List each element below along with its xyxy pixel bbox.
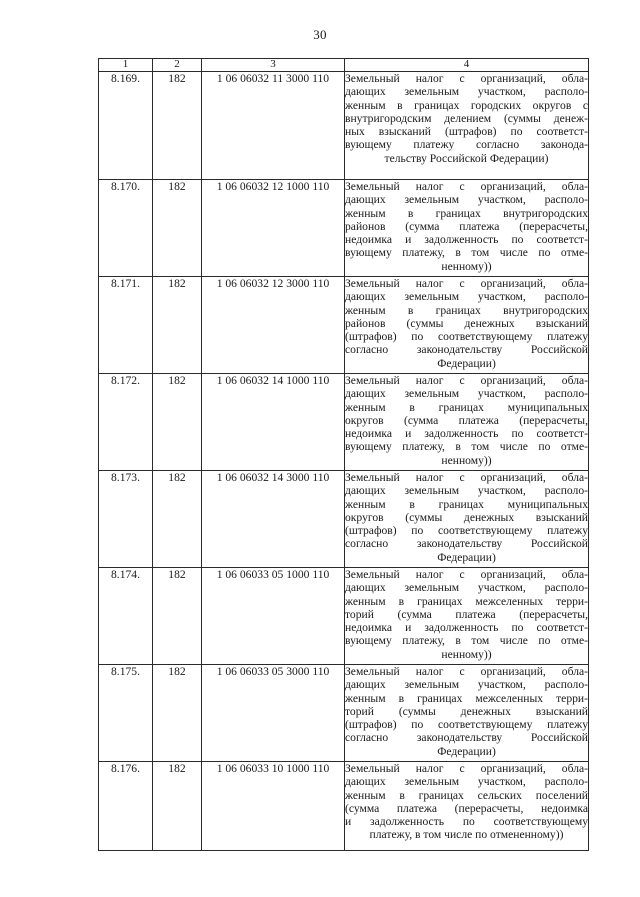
budget-classification-code: 1 06 06033 10 1000 110: [202, 762, 345, 851]
row-number: 8.172.: [99, 374, 153, 471]
revenue-description: [345, 180, 589, 277]
description-line: ненному)): [441, 647, 492, 661]
budget-classification-code: 1 06 06033 05 3000 110: [202, 665, 345, 762]
description-line: женным в границах городских округов с: [345, 98, 588, 112]
revenue-description: [345, 374, 589, 471]
description-line: Земельный налог с организаций, обла-: [345, 568, 588, 581]
revenue-description: [345, 471, 589, 568]
row-number: 8.171.: [99, 277, 153, 374]
table-row: [99, 374, 589, 471]
administrator-code: 182: [153, 374, 202, 471]
description-line: (штрафов) по соответствующему платежу: [345, 718, 588, 732]
revenue-description: [345, 72, 589, 180]
description-line: Земельный налог с организаций, обла-: [345, 762, 588, 775]
description-line: дающих земельным участком, располо-: [345, 387, 588, 401]
row-number: 8.175.: [99, 665, 153, 762]
table-row: [99, 568, 589, 665]
description-line: дающих земельным участком, располо-: [345, 775, 588, 789]
budget-classification-code: 1 06 06032 12 1000 110: [202, 180, 345, 277]
description-line: Земельный налог с организаций, обла-: [345, 180, 588, 193]
description-line: женным в границах внутригородских: [345, 303, 588, 317]
revenue-description: [345, 568, 589, 665]
description-line: и задолженность по соответствующему: [345, 815, 588, 829]
description-line: округов (сумма платежа (перерасчеты,: [345, 413, 588, 427]
table-row: [99, 72, 589, 180]
description-line: женным в границах муниципальных: [345, 497, 588, 511]
description-line: недоимка и задолженность по соответст-: [345, 427, 588, 441]
table-row: [99, 277, 589, 374]
administrator-code: 182: [153, 277, 202, 374]
description-line: дающих земельным участком, располо-: [345, 193, 588, 207]
column-header-2: 2: [153, 59, 202, 72]
description-line: вующему платежу, в том числе по отме-: [345, 440, 588, 454]
row-number: 8.169.: [99, 72, 153, 180]
description-line: торий (суммы денежных взысканий: [345, 704, 588, 718]
description-line: дающих земельным участком, располо-: [345, 290, 588, 304]
revenue-description: [345, 277, 589, 374]
description-line: (сумма платежа (перерасчеты, недоимка: [345, 801, 588, 815]
description-line: районов (суммы денежных взысканий: [345, 316, 588, 330]
description-line: тельству Российской Федерации): [384, 151, 549, 165]
page-number: 30: [313, 27, 327, 42]
description-line: внутригородским делением (суммы денеж-: [345, 111, 588, 125]
table-body: [99, 72, 589, 851]
description-line: дающих земельным участком, располо-: [345, 484, 588, 498]
revenue-description: [345, 762, 589, 851]
budget-classification-code: 1 06 06032 14 1000 110: [202, 374, 345, 471]
description-line: женным в границах межселенных терри-: [345, 691, 588, 705]
description-line: женным в границах муниципальных: [345, 400, 588, 414]
description-line: Федерации): [437, 356, 496, 370]
description-line: Земельный налог с организаций, обла-: [345, 471, 588, 484]
administrator-code: 182: [153, 180, 202, 277]
table-row: [99, 180, 589, 277]
description-line: вующему платежу согласно законода-: [345, 138, 588, 152]
description-line: Земельный налог с организаций, обла-: [345, 277, 588, 290]
column-header-1: 1: [99, 59, 153, 72]
administrator-code: 182: [153, 568, 202, 665]
description-line: дающих земельным участком, располо-: [345, 678, 588, 692]
administrator-code: 182: [153, 762, 202, 851]
budget-classification-code: 1 06 06032 14 3000 110: [202, 471, 345, 568]
description-line: платежу, в том числе по отмененному)): [369, 828, 564, 842]
description-line: торий (сумма платежа (перерасчеты,: [345, 607, 588, 621]
row-number: 8.173.: [99, 471, 153, 568]
description-line: ненному)): [441, 259, 492, 273]
description-line: округов (суммы денежных взысканий: [345, 510, 588, 524]
administrator-code: 182: [153, 72, 202, 180]
description-line: ненному)): [441, 453, 492, 467]
description-line: недоимка и задолженность по соответст-: [345, 233, 588, 247]
description-line: вующему платежу, в том числе по отме-: [345, 246, 588, 260]
description-line: районов (сумма платежа (перерасчеты,: [345, 219, 588, 233]
description-line: Земельный налог с организаций, обла-: [345, 665, 588, 678]
row-number: 8.174.: [99, 568, 153, 665]
description-line: женным в границах сельских поселений: [345, 788, 588, 802]
column-header-4: 4: [345, 59, 589, 72]
classification-table: [98, 58, 589, 851]
administrator-code: 182: [153, 665, 202, 762]
description-line: согласно законодательству Российской: [345, 731, 588, 745]
description-line: вующему платежу, в том числе по отме-: [345, 634, 588, 648]
description-line: согласно законодательству Российской: [345, 343, 588, 357]
column-header-3: 3: [202, 59, 345, 72]
table-row: [99, 665, 589, 762]
description-line: согласно законодательству Российской: [345, 537, 588, 551]
administrator-code: 182: [153, 471, 202, 568]
description-line: Земельный налог с организаций, обла-: [345, 72, 588, 85]
description-line: дающих земельным участком, располо-: [345, 85, 588, 99]
row-number: 8.170.: [99, 180, 153, 277]
description-line: (штрафов) по соответствующему платежу: [345, 330, 588, 344]
description-line: ных взысканий (штрафов) по соответст-: [345, 125, 588, 139]
description-line: Федерации): [437, 550, 496, 564]
description-line: женным в границах внутригородских: [345, 206, 588, 220]
table-row: [99, 762, 589, 851]
table-row: [99, 471, 589, 568]
budget-classification-code: 1 06 06032 12 3000 110: [202, 277, 345, 374]
description-line: дающих земельным участком, располо-: [345, 581, 588, 595]
description-line: Земельный налог с организаций, обла-: [345, 374, 588, 387]
revenue-description: [345, 665, 589, 762]
budget-classification-code: 1 06 06033 05 1000 110: [202, 568, 345, 665]
description-line: недоимка и задолженность по соответст-: [345, 621, 588, 635]
description-line: Федерации): [437, 744, 496, 758]
description-line: женным в границах межселенных терри-: [345, 594, 588, 608]
budget-classification-code: 1 06 06032 11 3000 110: [202, 72, 345, 180]
row-number: 8.176.: [99, 762, 153, 851]
column-number-header-row: [99, 59, 589, 72]
description-line: (штрафов) по соответствующему платежу: [345, 524, 588, 538]
